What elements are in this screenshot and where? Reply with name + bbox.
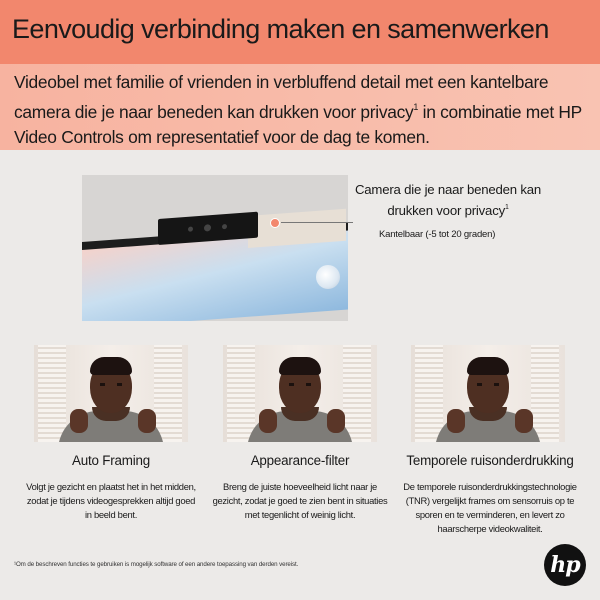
camera-callout-text: Camera die je naar beneden kan drukken voor privacy [354,182,542,218]
window-blind [38,345,66,442]
person-hair [467,357,509,375]
intro-text-main: Videobel met familie of vrienden in verbluffend detail met een kantelbare camera die je naar beneden kan drukken voor privacy [14,72,549,122]
window-blind [227,345,255,442]
feature-title-auto-framing: Auto Framing [72,453,150,468]
person-hand [327,409,345,433]
feature-desc-noise-reduction: De temporele ruisonderdrukkingstechnologie (TNR) vergelijkt frames om sensorruis op te sporen en te verminderen, en levert zo haarscherpe videokwaliteit. [403,481,577,534]
privacy-camera-image [82,175,348,321]
feature-title-appearance-filter: Appearance-filter [250,453,350,468]
feature-desc-appearance-filter: Breng de juiste hoeveelheid licht naar je gezicht, zodat je goed te zien bent in situaties met tegenlicht of weinig licht. [212,481,388,520]
person-hand [447,409,465,433]
window-blind [154,345,182,442]
person-eyes [477,383,499,386]
page-title: Eenvoudig verbinding maken en samenwerken [12,14,549,44]
feature-title-noise-reduction: Temporele ruisonderdrukking [406,453,574,468]
person-hand [259,409,277,433]
person-hand [70,409,88,433]
moon-graphic [316,265,340,289]
person-eyes [289,383,311,386]
window-blind [531,345,559,442]
person-hand [515,409,533,433]
webcam-lens [204,224,211,232]
footnote: ¹Om de beschreven functies te gebruiken is mogelijk software of een andere toepassing van derden vereist. [14,561,299,568]
camera-callout-label [354,181,542,220]
webcam-sensor [188,226,193,231]
tilt-range-label: Kantelbaar (-5 tot 20 graden) [379,229,496,240]
person-eyes [100,383,122,386]
camera-callout-footnote-mark: 1 [504,204,509,211]
intro-footnote-mark: 1 [413,102,419,112]
person-hair [90,357,132,375]
feature-photo-noise-reduction [411,345,565,442]
callout-marker [270,218,280,228]
intro-text-rest: in combinatie met HP Video Controls om representatief voor de dag te komen. [14,102,582,147]
hp-logo: hp [544,544,586,586]
feature-photo-appearance-filter [223,345,377,442]
window-blind [343,345,371,442]
feature-photo-auto-framing [34,345,188,442]
intro-text [14,70,594,150]
person-hand [138,409,156,433]
person-hair [279,357,321,375]
webcam-sensor [222,224,227,229]
callout-leader-line [281,222,353,223]
window-blind [415,345,443,442]
feature-desc-auto-framing: Volgt je gezicht en plaatst het in het midden, zodat je tijdens videogesprekken altijd goed in beeld bent. [26,481,196,520]
